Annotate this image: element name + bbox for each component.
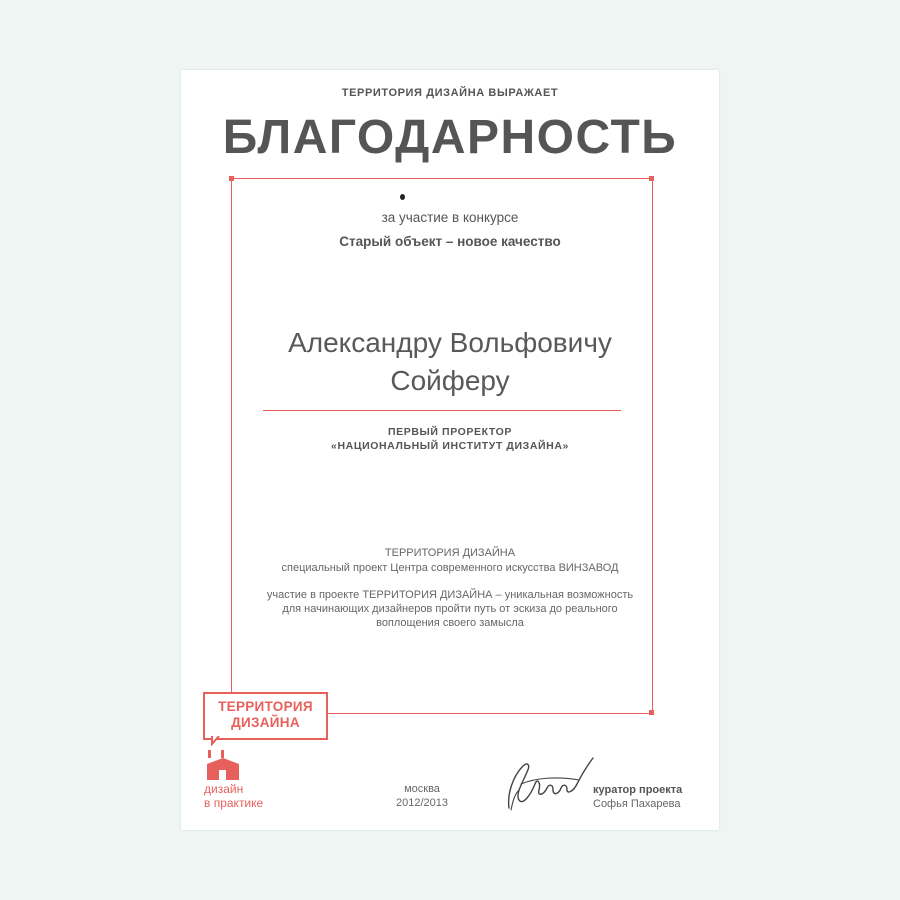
project-name: ТЕРРИТОРИЯ ДИЗАЙНА	[384, 547, 516, 559]
recipient-position	[181, 425, 719, 453]
recipient-line-2: Сойферу	[390, 365, 510, 396]
logo-sub-line-1: дизайн	[204, 782, 244, 796]
city: москва	[404, 783, 440, 795]
logo-sub-line-2: в практике	[204, 796, 264, 810]
logo-line-1: ТЕРРИТОРИЯ	[218, 699, 313, 714]
name-underline	[263, 410, 621, 411]
speech-tail-icon	[211, 736, 225, 746]
frame-corner	[229, 176, 234, 181]
curator-title: куратор проекта	[593, 784, 683, 796]
position-line-1: ПЕРВЫЙ ПРОРЕКТОР	[387, 426, 513, 438]
city-and-years	[377, 782, 467, 810]
signature	[501, 750, 597, 814]
logo-subtitle	[204, 782, 263, 810]
logo-text	[205, 699, 326, 731]
certificate-sheet	[181, 70, 719, 830]
ink-dot	[400, 194, 405, 200]
contest-name: Старый объект – новое качество	[339, 234, 561, 249]
contest-intro: за участие в конкурсе	[381, 210, 519, 225]
curator-name: Софья Пахарева	[593, 798, 681, 810]
house-icon	[205, 750, 241, 780]
territory-design-logo	[203, 692, 328, 740]
frame-corner	[649, 710, 654, 715]
frame-corner	[649, 176, 654, 181]
logo-line-2: ДИЗАЙНА	[231, 715, 300, 730]
certificate-title: БЛАГОДАРНОСТЬ	[222, 111, 678, 164]
recipient-name	[181, 324, 719, 400]
project-text	[181, 588, 719, 630]
recipient-line-1: Александру Вольфовичу	[288, 327, 612, 358]
header-expresses: ТЕРРИТОРИЯ ДИЗАЙНА ВЫРАЖАЕТ	[341, 87, 559, 99]
position-line-2: «НАЦИОНАЛЬНЫЙ ИНСТИТУТ ДИЗАЙНА»	[331, 440, 569, 452]
project-text-line-2: для начинающих дизайнеров пройти путь от эскиза до реального	[282, 603, 618, 615]
project-text-line-3: воплощения своего замысла	[376, 617, 524, 629]
project-description: специальный проект Центра современного искусства ВИНЗАВОД	[281, 562, 619, 574]
years: 2012/2013	[396, 797, 448, 809]
project-text-line-1: участие в проекте ТЕРРИТОРИЯ ДИЗАЙНА – уникальная возможность	[266, 589, 634, 601]
